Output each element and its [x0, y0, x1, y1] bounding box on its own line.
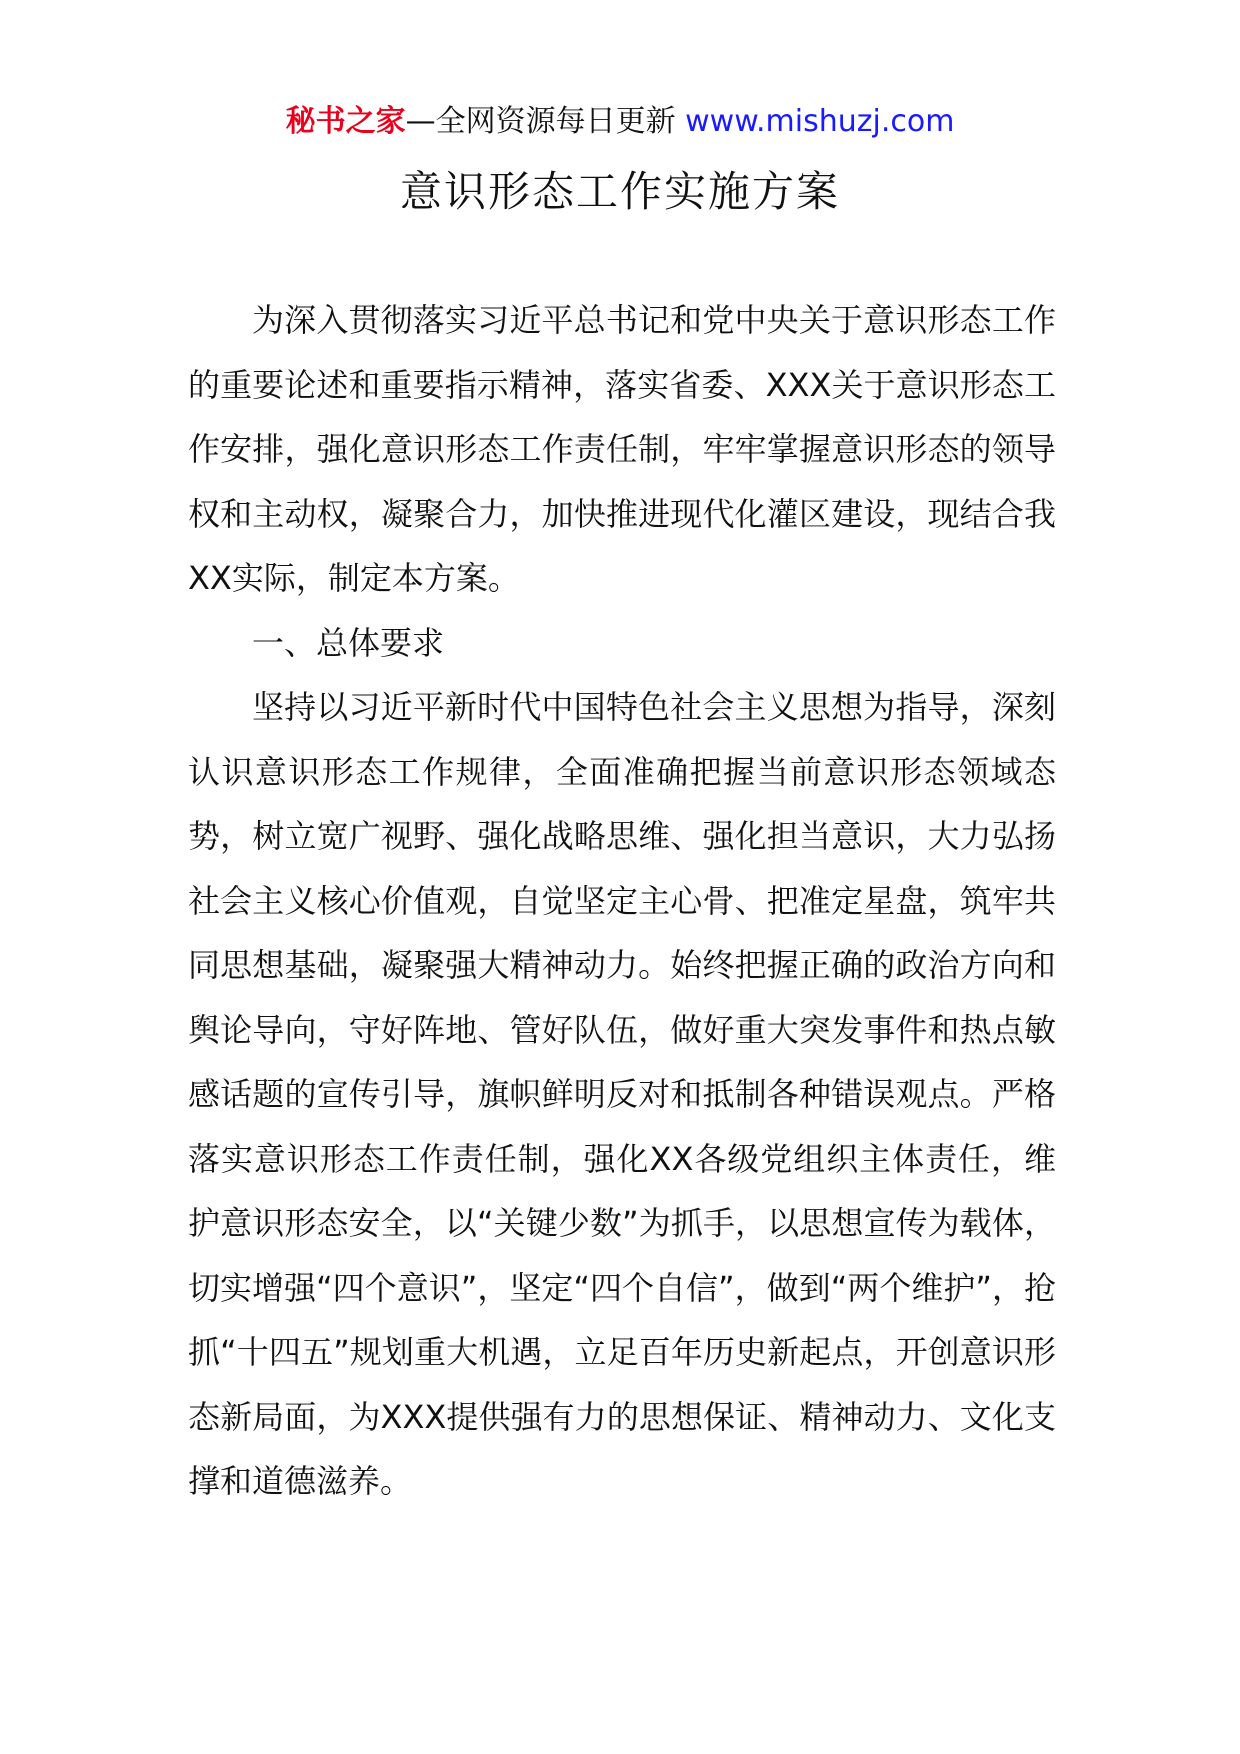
body-paragraph: 坚持以习近平新时代中国特色社会主义思想为指导，深刻认识意识形态工作规律，全面准确把握当前意识形态领域态势，树立宽广视野、强化战略思维、强化担当意识，大力弘扬社会主义核心价值观，自觉坚定主心骨、把准定星盘，筑牢共同思想基础，凝聚强大精神动力。始终把握正确的政治方向和舆论导向，守好阵地、管好队伍，做好重大突发事件和热点敏感话题的宣传引导，旗帜鲜明反对和抵制各种错误观点。严格落实意识形态工作责任制，强化XX各级党组织主体责任，维护意识形态安全，以“关键少数”为抓手，以思想宣传为载体，切实增强“四个意识”，坚定“四个自信”，做到“两个维护”，抢抓“十四五”规划重大机遇，立足百年历史新起点，开创意识形态新局面，为XXX提供强有力的思想保证、精神动力、文化支撑和道德滋养。 — [188, 688, 1056, 1500]
document-title: 意识形态工作实施方案 — [399, 167, 840, 216]
site-header — [0, 100, 1240, 144]
site-tagline: —全网资源每日更新 — [405, 104, 686, 139]
document-body — [188, 288, 1056, 1514]
site-brand: 秘书之家 — [285, 104, 406, 139]
section-heading: 一、总体要求 — [252, 623, 445, 662]
site-url-link[interactable]: www.mishuzj.com — [685, 104, 955, 139]
intro-paragraph: 为深入贯彻落实习近平总书记和党中央关于意识形态工作的重要论述和重要指示精神，落实省委、XXX关于意识形态工作安排，强化意识形态工作责任制，牢牢掌握意识形态的领导权和主动权，凝聚合力，加快推进现代化灌区建设，现结合我XX实际，制定本方案。 — [188, 301, 1056, 597]
